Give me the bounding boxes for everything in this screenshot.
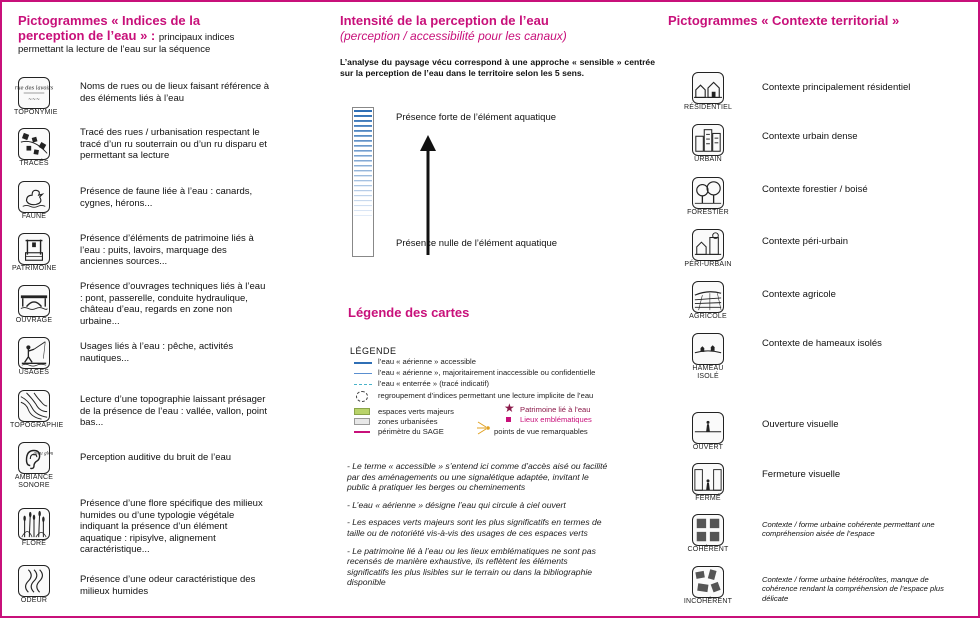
desc-agricole: Contexte agricole (762, 289, 836, 300)
desc-usages: Usages liés à l’eau : pêche, activités nautiques... (80, 341, 234, 364)
desc-flore: Présence d’une flore spécifique des milieux humides ou d’une typologie végétale indiquant la présence d’un élément aquatique : ripisylve, alignement caractéristique... (80, 498, 263, 555)
left-icon-patrimoine (12, 233, 57, 273)
intensity-stripe (354, 140, 372, 142)
line-swatch-accessible (354, 362, 372, 364)
intensity-stripe (354, 170, 372, 171)
legend-row-enterree (352, 379, 652, 390)
left-icon-faune (18, 181, 54, 221)
legend-row-urban (354, 417, 494, 427)
desc-odeur: Présence d’une odeur caractéristique des milieux humides (80, 574, 256, 597)
right-icon-residentiel (684, 72, 733, 112)
intensity-stripe (354, 160, 372, 162)
desc-incoherent: Contexte / forme urbaine hétéroclites, manque de cohérence rendant la compréhension de l’espace plus délicate (762, 575, 944, 603)
desc-patrimoine: Présence d’éléments de patrimoine liés à l’eau : puits, lavoirs, marquage des anciennes sources... (80, 233, 254, 267)
desc-faune: Présence de faune liée à l’eau : canards, cygnes, hérons... (80, 186, 253, 209)
legend-row-regroupement (352, 390, 652, 403)
fishing-icon (18, 337, 50, 369)
intensity-stripe (354, 185, 372, 186)
note-patrimoine: - Le patrimoine lié à l’eau ou les lieux emblématiques ne sont pas recensés de manière exhaustive, ils reflètent les éléments significatifs les plus lisibles sur le terrain ou dans la bibliographie disponible (347, 545, 596, 588)
street-sign-icon (14, 77, 54, 109)
left-title (18, 13, 308, 56)
contour-lines-icon (18, 390, 50, 422)
street-sign-text: rue des lavoirs (14, 85, 54, 92)
desc-residentiel: Contexte principalement résidentiel (762, 82, 911, 93)
right-icon-ferme (692, 463, 728, 503)
star-icon: ★ (504, 401, 515, 415)
open-view-icon (692, 412, 724, 444)
desc-hameau: Contexte de hameaux isolés (762, 338, 882, 349)
right-icon-coherent (687, 514, 731, 554)
caption-periurbain: PÉRI-URBAIN (684, 261, 732, 268)
caption-residentiel: RÉSIDENTIEL (684, 104, 733, 111)
intensity-stripe (354, 205, 372, 206)
caption-ouvert: OUVERT (692, 444, 724, 451)
incoherent-grid-icon (692, 566, 724, 598)
middle-intro: L’analyse du paysage vécu correspond à une approche « sensible » centrée sur la perception de l’eau dans le territoire selon les 5 sens. (340, 57, 655, 78)
caption-usages: USAGES (18, 369, 50, 376)
desc-forestier: Contexte forestier / boisé (762, 184, 868, 195)
dense-buildings-icon (692, 124, 724, 156)
caption-hameau: HAMEAU ISOLÉ (692, 365, 724, 380)
houses-icon (692, 72, 724, 104)
desc-topographie: Lecture d’une topographie laissant présager de la présence de l’eau : vallée, vallon, point bas... (80, 394, 267, 428)
legend-regroupement: regroupement d’indices permettant une lecture implicite de l’eau (378, 391, 594, 400)
left-subtitle-inline: principaux indices (158, 32, 235, 43)
right-title: Pictogrammes « Contexte territorial » (668, 13, 900, 28)
intensity-arrow-icon (418, 135, 438, 255)
urban-swatch (354, 418, 370, 425)
caption-ferme: FERMÉ (695, 495, 721, 502)
intensity-stripe (354, 215, 372, 216)
caption-traces: TRACÉS (19, 160, 49, 167)
left-icon-topographie (10, 390, 64, 430)
reeds-icon (18, 508, 50, 540)
left-icon-flore (18, 508, 54, 548)
legend-emblematiques: Lieux emblématiques (520, 415, 592, 424)
intensity-stripe (354, 175, 372, 176)
desc-urbain: Contexte urbain dense (762, 131, 858, 142)
caption-coherent: COHÉRENT (687, 546, 729, 553)
intensity-stripe (354, 155, 372, 157)
right-icon-periurbain (684, 229, 732, 269)
intensity-stripe (354, 110, 372, 112)
caption-ambiance: AMBIANCE SONORE (14, 474, 54, 489)
smell-waves-icon (18, 565, 50, 597)
right-icon-forestier (687, 177, 730, 217)
legend-heading: LÉGENDE (350, 346, 397, 356)
legend-row-patrimoine (474, 401, 644, 415)
desc-traces: Tracé des rues / urbanisation respectant le tracé d’un ru souterrain ou d’un ru disparu et permettant sa lecture (80, 127, 267, 161)
desc-ambiance: Perception auditive du bruit de l’eau (80, 452, 232, 463)
intensity-stripe (354, 150, 372, 152)
caption-urbain: URBAIN (694, 156, 722, 163)
intensity-stripe (354, 180, 372, 181)
legend-inaccessible: l’eau « aérienne », majoritairement inaccessible ou confidentielle (378, 368, 596, 377)
left-icon-usages (18, 337, 54, 377)
fields-icon (692, 281, 724, 313)
legend-row-inaccessible (352, 368, 652, 379)
notes-block (347, 461, 609, 588)
well-icon (18, 233, 50, 265)
intensity-stripe (354, 165, 372, 166)
right-icon-agricole (689, 281, 730, 321)
ear-icon-text: glou glou (33, 450, 54, 456)
legend-enterree: l’eau « enterrée » (tracé indicatif) (378, 379, 490, 388)
caption-toponymie: TOPONYMIE (14, 109, 58, 116)
dashed-circle-icon (356, 391, 368, 402)
right-icon-urbain (692, 124, 728, 164)
desc-ouvrage: Présence d’ouvrages techniques liés à l’eau : pont, passerelle, conduite hydraulique, château d’eau, regards en zone non urbaine... (80, 281, 266, 327)
intensity-stripe (354, 145, 372, 147)
legend-row-sage (354, 427, 494, 437)
desc-coherent: Contexte / forme urbaine cohérente permettant une compréhension aisée de l’espace (762, 520, 935, 539)
legend-lines (352, 357, 652, 403)
low-presence-label: Présence nulle de l’élément aquatique (396, 238, 558, 249)
left-title-line2: perception de l’eau » : (18, 28, 156, 43)
viewpoint-rays-icon (474, 419, 492, 437)
caption-agricole: AGRICOLE (689, 313, 727, 320)
intensity-stripe (354, 195, 372, 196)
caption-odeur: ODEUR (20, 597, 48, 604)
intensity-stripe (354, 210, 372, 211)
legend-green: espaces verts majeurs (378, 407, 454, 416)
left-title-line1: Pictogrammes « Indices de la (18, 13, 201, 28)
legend-title: Légende des cartes (348, 305, 470, 320)
square-icon (506, 417, 511, 422)
intensity-stripe (354, 125, 372, 127)
sage-swatch (354, 431, 370, 433)
note-aerienne: - L’eau « aérienne » désigne l’eau qui circule à ciel ouvert (347, 499, 566, 510)
right-icon-incoherent (683, 566, 733, 606)
left-icon-ambiance (14, 442, 59, 490)
peri-urban-icon (692, 229, 724, 261)
intensity-stripe (354, 120, 372, 122)
legend-sage: périmètre du SAGE (378, 427, 444, 436)
note-espaces-verts: - Les espaces verts majeurs sont les plus significatifs en termes de taille ou de notoriété vis-à-vis des usages de ces espaces verts (347, 517, 602, 538)
intensity-scale-bar (352, 107, 374, 257)
bridge-icon (18, 285, 50, 317)
left-icon-ouvrage (15, 285, 54, 325)
desc-ferme: Fermeture visuelle (762, 469, 841, 480)
intensity-stripe (354, 200, 372, 201)
legend-right-block (474, 401, 644, 437)
left-icon-toponymie (14, 77, 58, 117)
line-swatch-inaccessible (354, 373, 372, 374)
legend-patrimoine: Patrimoine lié à l’eau (520, 405, 591, 414)
svg-text:~~~: ~~~ (28, 97, 40, 103)
right-icon-hameau (692, 333, 734, 381)
legend-points-de-vue: points de vue remarquables (494, 427, 588, 436)
left-icon-traces (18, 128, 54, 168)
caption-flore: FLORE (21, 540, 47, 547)
intensity-stripe (354, 135, 372, 137)
coherent-grid-icon (692, 514, 724, 546)
intensity-stripe (354, 130, 372, 132)
legend-row-emblematiques (474, 415, 644, 425)
closed-view-icon (692, 463, 724, 495)
intensity-stripe (354, 190, 372, 191)
right-icon-ouvert (692, 412, 728, 452)
legend-row-points-de-vue (474, 425, 644, 437)
legend-accessible: l’eau « aérienne » accessible (378, 357, 476, 366)
middle-title: Intensité de la perception de l’eau (340, 13, 549, 28)
caption-ouvrage: OUVRAGE (15, 317, 53, 324)
caption-patrimoine: PATRIMOINE (12, 265, 57, 272)
left-subtitle-line2: permettant la lecture de l’eau sur la séquence (18, 44, 211, 55)
middle-subtitle: (perception / accessibilité pour les canaux) (340, 29, 567, 43)
caption-incoherent: INCOHÉRENT (683, 598, 733, 605)
line-swatch-enterree (354, 384, 372, 385)
left-icon-odeur (18, 565, 54, 605)
desc-periurbain: Contexte péri-urbain (762, 236, 849, 247)
duck-icon (18, 181, 50, 213)
high-presence-label: Présence forte de l’élément aquatique (396, 112, 557, 123)
legend-row-accessible (352, 357, 652, 368)
caption-faune: FAUNE (21, 213, 47, 220)
hamlet-icon (692, 333, 724, 365)
note-accessible: - Le terme « accessible » s’entend ici comme d’accès aisé ou facilité par des aménagements ou une signalétique adaptée, invitant le public à pratiquer les berges ou cheminements (347, 461, 608, 493)
intensity-scale-stripes (353, 108, 373, 256)
trees-icon (692, 177, 724, 209)
legend-left-block (354, 407, 494, 437)
intensity-stripe (354, 115, 372, 117)
streams-trace-icon (18, 128, 50, 160)
desc-toponymie: Noms de rues ou de lieux faisant référence à des éléments liés à l’eau (80, 81, 270, 104)
legend-row-green (354, 407, 494, 417)
caption-topographie: TOPOGRAPHIE (10, 422, 64, 429)
caption-forestier: FORESTIER (687, 209, 729, 216)
ear-icon (18, 442, 54, 474)
desc-ouvert: Ouverture visuelle (762, 419, 839, 430)
legend-urban: zones urbanisées (378, 417, 438, 426)
green-swatch (354, 408, 370, 415)
